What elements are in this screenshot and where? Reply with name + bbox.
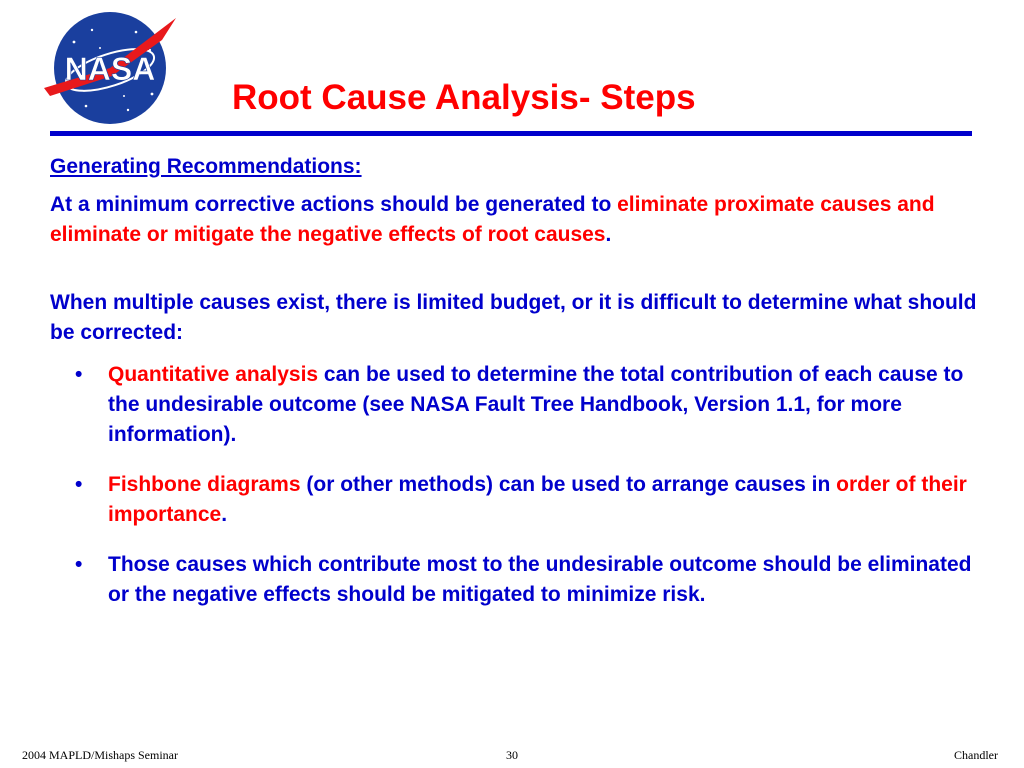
- highlight-text: eliminate proximate causes and eliminate or mitigate the negative effects of root causes: [50, 193, 935, 246]
- section-subheading: Generating Recommendations:: [50, 155, 362, 178]
- bullet-marker: •: [75, 473, 83, 496]
- list-item: [50, 470, 990, 530]
- slide-body: [50, 152, 990, 630]
- paragraph-minimum-actions: [50, 190, 990, 250]
- list-item: [50, 550, 990, 610]
- bullet-text: Those causes which contribute most to the undesirable outcome should be eliminated or the negative effects should be mitigated to minimize risk.: [108, 553, 972, 606]
- footer-author: Chandler: [954, 748, 998, 762]
- paragraph-text: At a minimum corrective actions should be generated to: [50, 193, 618, 216]
- bullet-list: [50, 360, 990, 610]
- bullet-text: can be used to determine the total contribution of each cause to the undesirable outcome (see NASA Fault Tree Handbook, Version 1.1, for more information).: [108, 363, 964, 446]
- footer-page-number: 30: [506, 748, 518, 762]
- bullet-marker: •: [75, 363, 83, 386]
- title-divider: [50, 131, 972, 136]
- highlight-text: order of their importance: [108, 473, 967, 526]
- highlight-text: Fishbone diagrams: [108, 473, 301, 496]
- nasa-logo-text: NASA: [64, 51, 156, 87]
- footer-event: 2004 MAPLD/Mishaps Seminar: [22, 748, 178, 762]
- paragraph-text-end: .: [605, 223, 612, 246]
- nasa-meatball-logo-icon: [40, 10, 180, 130]
- slide-title: Root Cause Analysis- Steps: [232, 78, 696, 117]
- highlight-text: Quantitative analysis: [108, 363, 319, 386]
- list-item: [50, 360, 990, 450]
- bullet-text: (or other methods) can be used to arrange causes in: [300, 473, 837, 496]
- bullet-text-end: .: [221, 503, 228, 526]
- paragraph-multiple-causes: When multiple causes exist, there is limited budget, or it is difficult to determine what should be corrected:: [50, 291, 977, 344]
- bullet-marker: •: [75, 553, 83, 576]
